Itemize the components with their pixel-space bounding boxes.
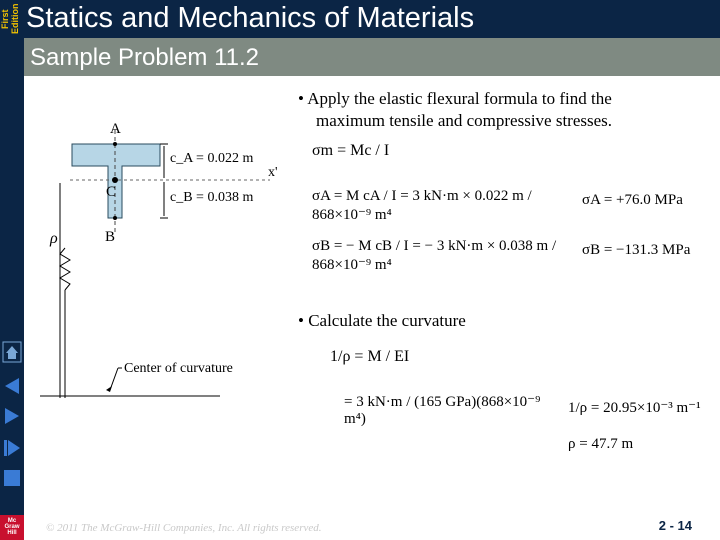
bullet-1-line-1: Apply the elastic flexural formula to find the: [307, 89, 612, 108]
mcgraw-logo: Mc Graw Hill: [0, 515, 24, 540]
copyright-text: © 2011 The McGraw-Hill Companies, Inc. All rights reserved.: [46, 522, 322, 534]
page-number: 2 - 14: [658, 518, 692, 533]
bullet-2: • Calculate the curvature: [298, 311, 466, 330]
result-rho: ρ = 47.7 m: [568, 436, 634, 452]
label-axis-x: x': [268, 165, 278, 180]
page-subtitle: Sample Problem 11.2: [30, 44, 260, 71]
label-center-curvature: Center of curvature: [124, 361, 233, 376]
equation-sigma-a: σA = M cA / I = 3 kN·m × 0.022 m / 868×10⁻⁹ m⁴: [312, 188, 532, 223]
page-title: Statics and Mechanics of Materials: [26, 2, 475, 34]
label-rho: ρ: [50, 230, 58, 247]
end-icon[interactable]: [2, 467, 22, 489]
bullet-1-line-2: maximum tensile and compressive stresses.: [316, 111, 613, 130]
label-point-b: B: [105, 229, 116, 245]
beam-figure: [40, 108, 290, 408]
equation-curvature-2: = 3 kN·m / (165 GPa)(868×10⁻⁹ m⁴): [344, 394, 541, 427]
label-point-c: C: [106, 184, 117, 200]
label-point-a: A: [110, 121, 121, 137]
first-icon[interactable]: [2, 375, 22, 397]
equation-sigma-b: σB = − M cB / I = − 3 kN·m × 0.038 m / 868×10⁻⁹ m⁴: [312, 238, 557, 273]
edition-label: First Edition: [0, 3, 20, 35]
next-icon[interactable]: [2, 437, 22, 459]
result-sigma-b: σB = −131.3 MPa: [582, 242, 691, 258]
previous-icon[interactable]: [2, 405, 22, 427]
left-nav-strip: [0, 38, 24, 540]
label-dim-ca: c_A = 0.022 m: [170, 151, 254, 166]
result-sigma-a: σA = +76.0 MPa: [582, 192, 683, 208]
label-dim-cb: c_B = 0.038 m: [170, 190, 254, 205]
equation-sigma-m: σm = Mc / I: [312, 142, 390, 159]
result-curvature: 1/ρ = 20.95×10⁻³ m⁻¹: [568, 400, 701, 416]
bullet-1: • Apply the elastic flexural formula to find the maximum tensile and compressive stresses.: [298, 89, 613, 130]
bullet-2-text: Calculate the curvature: [308, 311, 466, 330]
home-icon[interactable]: [2, 341, 22, 363]
equation-curvature-1: 1/ρ = M / EI: [330, 348, 410, 365]
